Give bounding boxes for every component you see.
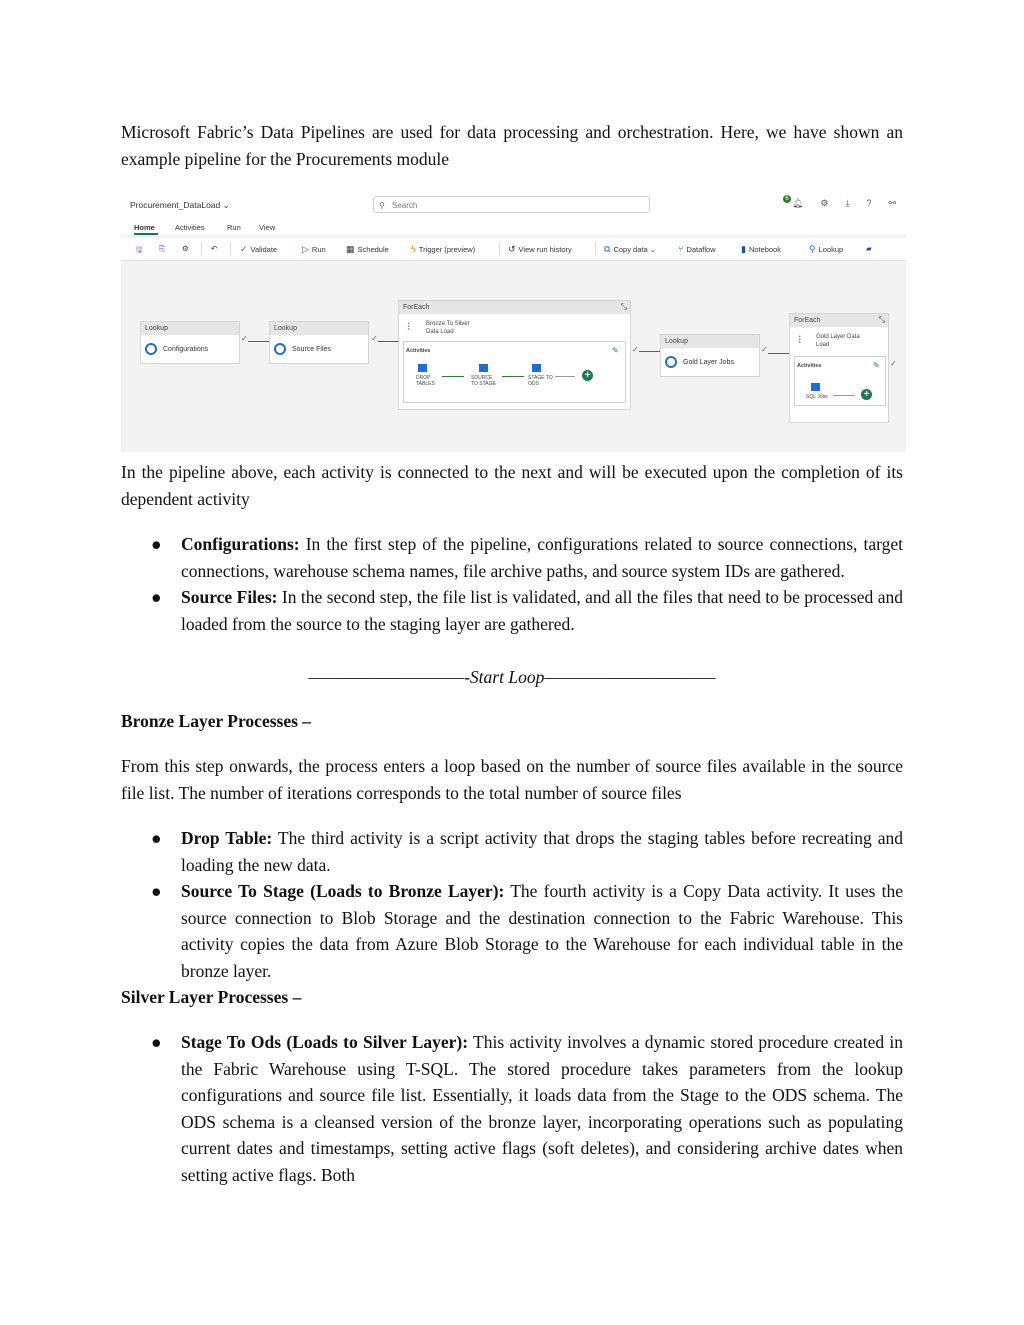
lookup-icon — [145, 343, 157, 355]
foreach-label: Bronze To Silver Data Load — [426, 321, 470, 335]
activities-container — [794, 356, 886, 406]
list-item: ● Configurations: In the first step of the pipeline, configurations related to source connections, target connections, warehouse schema names, file archive paths, and source system IDs are gathered. — [151, 534, 903, 581]
search-icon: ⚲ — [379, 201, 385, 210]
bell-icon[interactable]: 🔔︎ — [791, 198, 804, 208]
workspace-title[interactable]: Procurement_DataLoad ⌄ — [130, 200, 230, 210]
foreach-label: Gold Layer Data Load — [816, 334, 860, 348]
add-activity-button[interactable]: + — [861, 389, 872, 400]
activity-caption: ForEach — [790, 314, 888, 327]
divider — [499, 242, 500, 256]
stored-procedure-icon — [532, 364, 541, 372]
activity-caption: Lookup — [270, 322, 368, 335]
activity-body: Configurations — [145, 343, 208, 355]
connector-arrow — [833, 395, 855, 396]
notebook-button[interactable]: ▮ Notebook — [741, 244, 782, 254]
lookup-source-files-activity[interactable] — [269, 321, 369, 364]
script-icon — [811, 383, 820, 391]
bullet-list-steps — [121, 531, 903, 637]
edit-icon[interactable]: ✎ — [612, 346, 619, 355]
expand-icon[interactable]: ⤡ — [878, 315, 885, 324]
check-icon: ✓ — [240, 244, 248, 254]
connector-arrow — [378, 341, 398, 342]
help-icon[interactable]: ? — [866, 198, 872, 208]
menu-bar — [121, 217, 906, 235]
activity-caption: ForEach — [399, 301, 630, 314]
active-tab-indicator — [134, 233, 158, 235]
bullet-list-silver — [121, 1029, 903, 1188]
silver-heading: Silver Layer Processes – — [121, 987, 302, 1007]
save-as-icon[interactable]: ⎘ — [159, 244, 165, 253]
lookup-icon — [274, 343, 286, 355]
connector-arrow — [639, 351, 660, 352]
connector-arrow — [442, 376, 464, 377]
copy-data-icon — [479, 364, 488, 372]
activities-label: Activities — [797, 363, 822, 369]
tab-activities[interactable]: Activities — [175, 223, 205, 232]
download-icon[interactable]: ⤓ — [845, 198, 850, 208]
sql-jobs-label: SQL Jobs — [806, 394, 828, 400]
calendar-icon: ▦ — [346, 244, 355, 254]
lookup-configurations-activity[interactable] — [140, 321, 240, 364]
notification-badge: 6 — [783, 195, 791, 203]
start-loop-divider: ——————————-Start Loop——————————— — [308, 667, 716, 687]
success-icon: ✓ — [241, 334, 248, 343]
activity-caption: Lookup — [141, 322, 239, 335]
list-item: ● Stage To Ods (Loads to Silver Layer): This activity involves a dynamic stored procedure created in the Fabric Warehouse using T-SQL. The stored procedure takes parameters from the lookup configurations and source file list. Essentially, it loads data from the Stage to the ODS schema. The ODS schema is a cleansed version of the bronze layer, incorporating operations such as populating current dates and timestamps, setting active flags (soft deletes), and considering archive dates when setting active flags. Both — [151, 1032, 904, 1185]
source-to-stage-label: SOURCE TO STAGE — [471, 375, 496, 387]
list-item: ● Source Files: In the second step, the file list is validated, and all the files that need to be processed and loaded from the source to the staging layer are gathered. — [151, 587, 903, 634]
bronze-heading: Bronze Layer Processes – — [121, 711, 312, 731]
app-header — [121, 193, 906, 217]
lookup-gold-layer-jobs-activity[interactable] — [660, 334, 760, 377]
search-input[interactable]: ⚲ Search — [373, 196, 650, 213]
lookup-icon — [665, 356, 677, 368]
pipeline-screenshot — [121, 193, 906, 452]
copy-data-button[interactable]: ⧉ Copy data ⌄ — [604, 244, 657, 254]
list-item: ● Drop Table: The third activity is a script activity that drops the staging tables before recreating and loading the new data. — [151, 828, 903, 875]
divider — [201, 242, 202, 256]
more-icon[interactable]: ▰ — [866, 244, 872, 253]
settings-icon[interactable]: ⚙ — [182, 244, 189, 253]
lookup-button[interactable]: ⚲ Lookup — [809, 244, 844, 254]
add-activity-button[interactable]: + — [582, 370, 593, 381]
foreach-icon: ⁝ — [798, 334, 802, 346]
activity-body: Source Files — [274, 343, 331, 355]
schedule-button[interactable]: ▦ Schedule — [346, 244, 389, 254]
activities-container — [403, 341, 626, 403]
foreach-icon: ⁝ — [407, 321, 411, 333]
drop-tables-label: DROP TABLES — [416, 375, 435, 387]
activity-caption: Lookup — [661, 335, 759, 348]
history-icon: ↺ — [508, 244, 516, 254]
bullet-list-bronze — [121, 825, 903, 984]
success-icon: ✓ — [632, 345, 639, 354]
lightning-icon: ϟ — [411, 244, 416, 254]
lookup-icon: ⚲ — [809, 244, 816, 254]
success-icon: ✓ — [371, 334, 378, 343]
divider — [230, 242, 231, 256]
toolbar — [121, 238, 906, 261]
bronze-paragraph: From this step onwards, the process enters a loop based on the number of source files available in the source file list. The number of iterations corresponds to the total number of source files — [121, 756, 903, 803]
undo-icon[interactable]: ↶ — [211, 244, 218, 253]
edit-icon[interactable]: ✎ — [873, 361, 880, 370]
connector-arrow — [768, 353, 789, 354]
divider — [595, 242, 596, 256]
share-icon[interactable]: ⚯ — [888, 198, 896, 208]
copy-data-icon: ⧉ — [604, 244, 611, 254]
success-icon: ✓ — [761, 345, 768, 354]
play-icon: ▷ — [302, 244, 309, 254]
success-icon: ✓ — [890, 359, 897, 368]
header-icons — [792, 198, 896, 209]
stage-to-ods-label: STAGE TO ODS — [528, 375, 553, 387]
dataflow-button[interactable]: ⑂ Dataflow — [678, 244, 716, 254]
dataflow-icon: ⑂ — [678, 244, 684, 254]
trigger-button[interactable]: ϟ Trigger (preview) — [411, 244, 476, 254]
activities-label: Activities — [406, 348, 431, 354]
gear-icon[interactable]: ⚙ — [820, 198, 829, 208]
connector-arrow — [502, 376, 524, 377]
connector-arrow — [248, 341, 269, 342]
list-item: ● Source To Stage (Loads to Bronze Layer): The fourth activity is a Copy Data activity. It uses the source connection to Blob Storage and the destination connection to the Fabric Warehouse. This activity copies the data from Azure Blob Storage to the Warehouse for each individual table in the bronze layer. — [151, 881, 903, 981]
foreach-gold-layer-activity[interactable] — [789, 313, 889, 423]
script-icon — [418, 364, 427, 372]
intro-paragraph: Microsoft Fabric’s Data Pipelines are used for data processing and orchestration. Here, we have shown an example pipeline for the Procurements module — [121, 122, 903, 169]
tab-run[interactable]: Run — [227, 223, 241, 232]
run-button[interactable]: ▷ Run — [302, 244, 326, 254]
validate-button[interactable]: ✓ Validate — [240, 244, 278, 254]
view-run-history-button[interactable]: ↺ View run history — [508, 244, 572, 254]
activity-body: Gold Layer Jobs — [665, 356, 734, 368]
expand-icon[interactable]: ⤡ — [620, 302, 627, 311]
after-image-paragraph: In the pipeline above, each activity is connected to the next and will be executed upon the completion of its dependent activity — [121, 462, 903, 509]
connector-arrow — [555, 376, 575, 377]
foreach-bronze-to-silver-activity[interactable] — [398, 300, 631, 410]
save-icon[interactable]: 🖫 — [136, 245, 143, 254]
tab-home[interactable]: Home — [134, 223, 155, 232]
tab-view[interactable]: View — [259, 223, 276, 232]
notebook-icon: ▮ — [741, 244, 746, 254]
